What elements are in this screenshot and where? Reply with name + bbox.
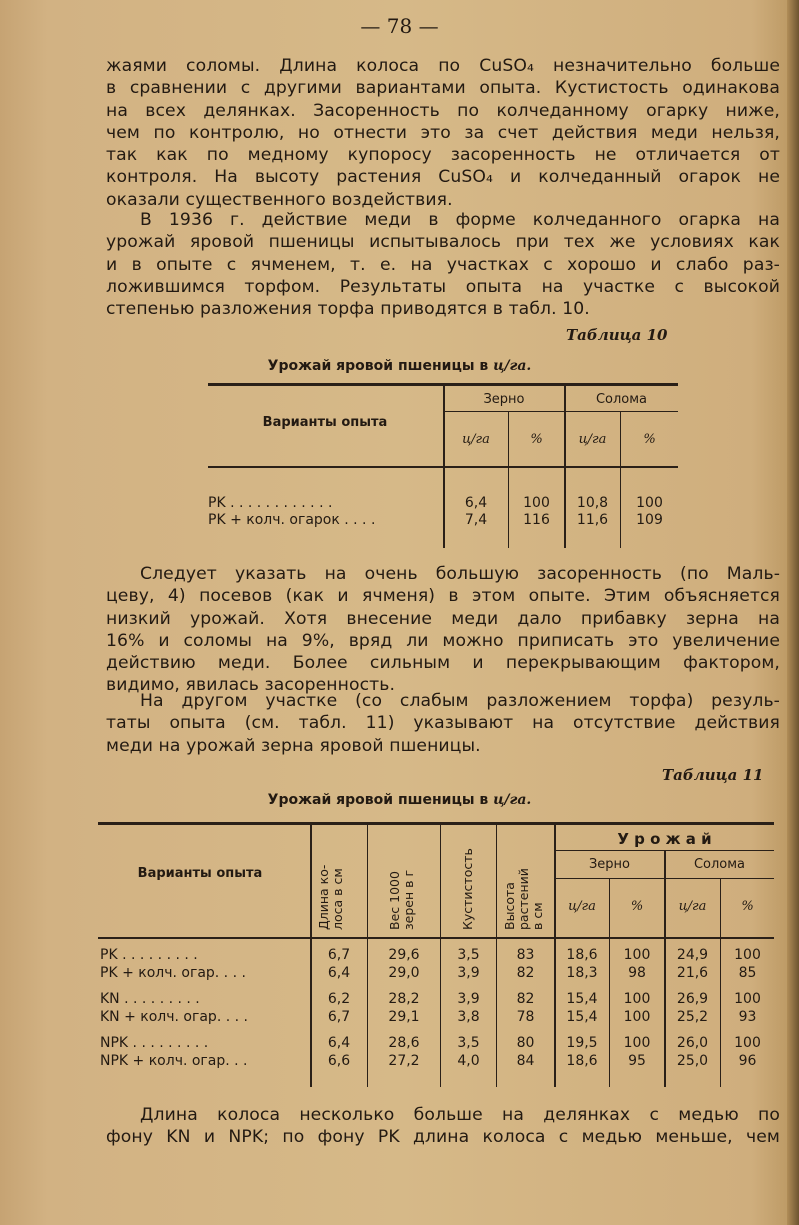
cell: 85: [738, 965, 757, 981]
paragraph-3: [106, 563, 780, 697]
text-line: урожай яровой пшеницы испытывалось при тех же условиях как: [106, 232, 780, 253]
cell: 100: [623, 1035, 651, 1051]
text-line: фону KN и NPK; по фону PK длина колоса с медью меньше, чем: [106, 1127, 780, 1148]
text-line: таты опыта (см. табл. 11) указывают на отсутствие действия: [106, 713, 780, 734]
cell: 4,0: [457, 1053, 480, 1069]
column-header-tillering: [461, 848, 475, 930]
text-line: так как по медному купоросу засоренность не отличается от: [106, 145, 780, 166]
unit-cga: ц/га: [678, 899, 707, 914]
header-line: Длина ко-: [316, 864, 331, 930]
text-line: В 1936 г. действие меди в форме колчеданного огарка на: [140, 210, 780, 230]
text-line: На другом участке (со слабым разложением торфа) резуль-: [140, 691, 780, 711]
cell: 29,0: [388, 965, 420, 981]
table-11-caption: [0, 792, 799, 808]
cell: 29,6: [388, 947, 420, 963]
paragraph-1: [106, 55, 780, 211]
cell: 78: [516, 1009, 535, 1025]
text-line: низкий урожай. Хотя внесение меди дало прибавку зерна на: [106, 608, 780, 629]
cell: 21,6: [676, 965, 709, 981]
column-header-ear-length: [317, 865, 345, 930]
text-line: 16% и соломы на 9%, вряд ли можно приписать это увеличение: [106, 630, 780, 651]
cell: 84: [516, 1053, 535, 1069]
cell: 83: [516, 947, 535, 963]
unit-pct: %: [530, 432, 543, 447]
cell: 25,2: [676, 1009, 709, 1025]
cell: 100: [623, 1009, 651, 1025]
cell: 3,9: [457, 991, 480, 1007]
header-line: зерен в г: [401, 869, 416, 930]
cell: 25,0: [676, 1053, 709, 1069]
column-header-grain: Зерно: [483, 392, 525, 407]
column-header-grain: Зерно: [588, 857, 631, 872]
text-line: меди на урожай зерна яровой пшеницы.: [106, 735, 481, 756]
cell: 96: [738, 1053, 757, 1069]
cell: 18,6: [566, 947, 598, 963]
text-line: степенью разложения торфа приводятся в табл. 10.: [106, 299, 590, 320]
column-header-straw: Солома: [693, 857, 746, 872]
text-line: Длина колоса несколько больше на делянках с медью по: [140, 1105, 780, 1125]
table-10-label: Таблица 10: [566, 326, 668, 344]
text-line: Следует указать на очень большую засоренность (по Маль-: [140, 564, 780, 584]
cell: 6,4: [327, 965, 351, 981]
cell: 109: [636, 512, 663, 528]
caption-text: Урожай яровой пшеницы в: [267, 792, 489, 808]
unit-cga: ц/га: [462, 432, 490, 447]
page-number: — 78 —: [360, 14, 439, 38]
column-header-yield: У р о ж а й: [617, 830, 712, 848]
cell: 3,5: [457, 947, 480, 963]
column-header-grain-weight: [388, 870, 416, 930]
text-line: жаями соломы. Длина колоса по CuSO₄ незначительно больше: [106, 56, 780, 76]
text-line: и в опыте с ячменем, т. е. на участках с хорошо и слабо раз-: [106, 254, 780, 275]
text-line: видимо, явилась засоренность.: [106, 675, 396, 696]
variant-cell: PK . . . . . . . . . . . .: [208, 495, 333, 511]
cell: 15,4: [566, 991, 598, 1007]
text-line: цеву, 4) посевов (как и ячменя) в этом опыте. Этим объясняется: [106, 586, 780, 607]
cell: 100: [734, 1035, 761, 1051]
caption-unit: ц/га.: [493, 358, 532, 374]
variant-cell: KN + колч. огар. . . .: [100, 1009, 248, 1025]
unit-cga: ц/га: [578, 432, 607, 447]
page-edge: [787, 0, 799, 1225]
unit-cga: ц/га: [568, 899, 596, 914]
cell: 100: [734, 991, 761, 1007]
cell: 19,5: [566, 1035, 598, 1051]
table-11-label: Таблица 11: [662, 766, 764, 784]
cell: 6,4: [327, 1035, 351, 1051]
text-line: действию меди. Более сильным и перекрывающим фактором,: [106, 653, 780, 674]
column-header-variant: Варианты опыта: [137, 866, 263, 881]
cell: 6,7: [327, 947, 351, 963]
cell: 26,9: [676, 991, 709, 1007]
cell: 100: [623, 947, 651, 963]
header-line: растений: [516, 868, 531, 930]
cell: 18,6: [566, 1053, 598, 1069]
cell: 28,6: [388, 1035, 420, 1051]
cell: 10,8: [576, 495, 609, 511]
cell: 6,4: [464, 495, 488, 511]
text-line: в сравнении с другими вариантами опыта. Кустистость одинакова: [106, 78, 780, 99]
header-line: Кустистость: [460, 848, 475, 930]
text-line: ложившимся торфом. Результаты опыта на участке с высокой: [106, 276, 780, 297]
cell: 100: [636, 495, 663, 511]
cell: 28,2: [388, 991, 420, 1007]
cell: 3,9: [457, 965, 480, 981]
cell: 6,2: [327, 991, 351, 1007]
cell: 93: [738, 1009, 757, 1025]
cell: 80: [516, 1035, 535, 1051]
column-header-plant-height: [503, 868, 545, 930]
variant-cell: NPK + колч. огар. . .: [100, 1053, 248, 1069]
text-line: оказали существенного воздействия.: [106, 189, 453, 210]
cell: 95: [628, 1053, 646, 1069]
cell: 6,7: [327, 1009, 351, 1025]
cell: 27,2: [388, 1053, 420, 1069]
text-line: контроля. На высоту растения CuSO₄ и колчеданный огарок не: [106, 167, 780, 188]
cell: 15,4: [566, 1009, 598, 1025]
header-line: Вес 1000: [387, 871, 402, 930]
unit-pct: %: [741, 899, 754, 914]
paragraph-2: [106, 209, 780, 320]
cell: 11,6: [576, 512, 609, 528]
cell: 116: [523, 512, 550, 528]
cell: 82: [516, 965, 535, 981]
cell: 26,0: [676, 1035, 709, 1051]
cell: 29,1: [388, 1009, 420, 1025]
variant-cell: PK . . . . . . . . .: [100, 947, 198, 963]
column-header-variant: Варианты опыта: [262, 415, 388, 430]
variant-cell: PK + колч. огарок . . . .: [208, 512, 376, 528]
text-line: на всех делянках. Засоренность по колчеданному огарку ниже,: [106, 100, 780, 121]
header-line: лоса в см: [330, 868, 345, 930]
variant-cell: PK + колч. огар. . . .: [100, 965, 246, 981]
cell: 6,6: [327, 1053, 351, 1069]
unit-pct: %: [643, 432, 656, 447]
cell: 18,3: [566, 965, 598, 981]
table-10-caption: [0, 358, 799, 374]
cell: 7,4: [464, 512, 488, 528]
paragraph-5: [106, 1104, 780, 1149]
variant-cell: NPK . . . . . . . . .: [100, 1035, 209, 1051]
cell: 100: [734, 947, 761, 963]
header-line: в см: [530, 902, 545, 930]
caption-unit: ц/га.: [493, 792, 532, 808]
cell: 3,5: [457, 1035, 480, 1051]
text-line: чем по контролю, но отнести это за счет действия меди нельзя,: [106, 122, 780, 143]
cell: 82: [516, 991, 535, 1007]
variant-cell: KN . . . . . . . . .: [100, 991, 200, 1007]
unit-pct: %: [630, 899, 644, 914]
cell: 98: [628, 965, 646, 981]
column-header-straw: Солома: [595, 392, 648, 407]
header-line: Высота: [502, 882, 517, 930]
cell: 3,8: [457, 1009, 480, 1025]
cell: 24,9: [676, 947, 709, 963]
caption-text: Урожай яровой пшеницы в: [267, 358, 489, 374]
cell: 100: [523, 495, 550, 511]
paragraph-4: [106, 690, 780, 757]
cell: 100: [623, 991, 651, 1007]
